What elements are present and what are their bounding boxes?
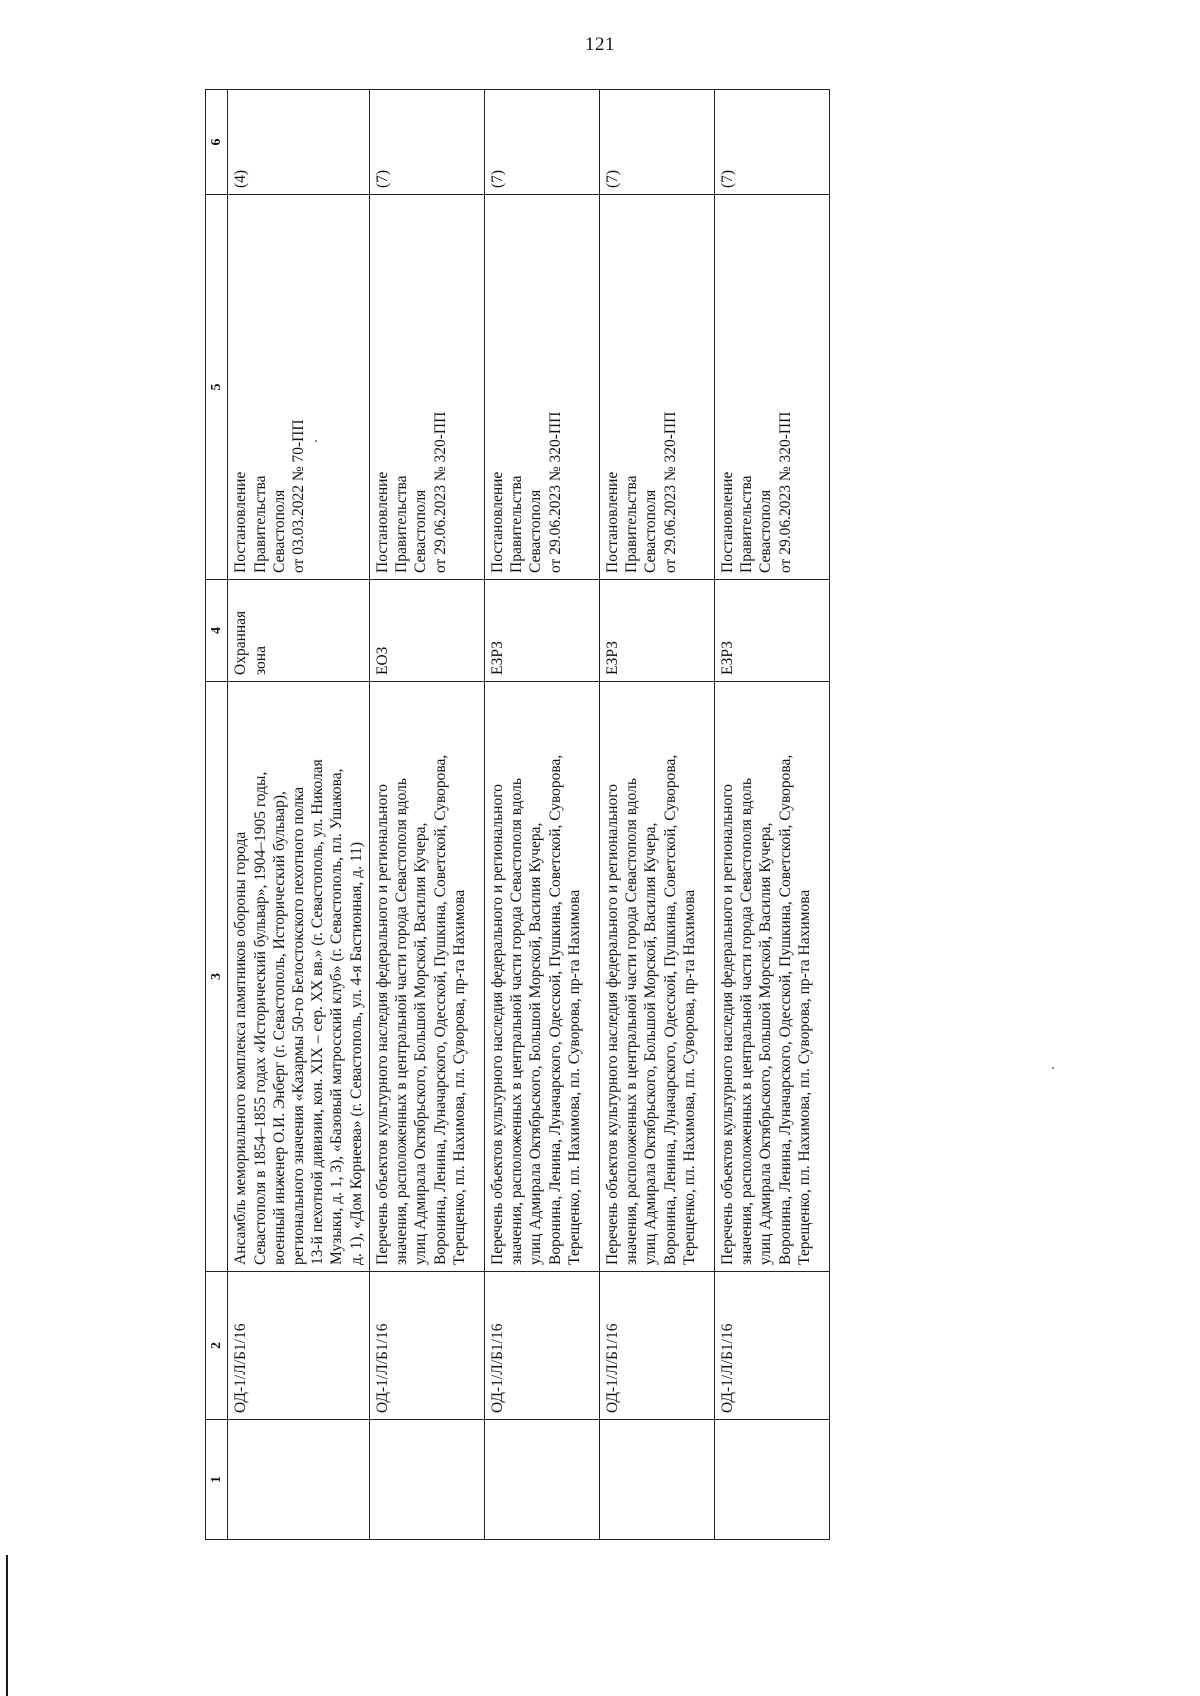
object-description-cell-line: Перечень объектов культурного наследия федерального и регионального	[373, 784, 391, 1265]
object-description-cell-line: значения, расположенных в центральной части города Севастополя вдоль	[738, 778, 756, 1265]
object-description-cell-line: Перечень объектов культурного наследия федерального и регионального	[488, 784, 506, 1265]
object-description-cell-line: улиц Адмирала Октябрьского, Большой Морской, Василия Кучера,	[527, 822, 545, 1265]
object-description-cell	[228, 682, 370, 1272]
object-description-cell-line: военный инженер О.И. Энберг (г. Севастополь, Исторический бульвар),	[270, 791, 288, 1265]
zone-type-cell	[714, 580, 829, 682]
zone-type-cell	[228, 580, 370, 682]
object-description-cell-line: Ансамбль мемориального комплекса памятников обороны города	[232, 831, 250, 1265]
zone-code-cell: ОД-1/Л/Б1/16	[369, 1272, 484, 1420]
object-description-cell-line: 13-й пехотной дивизии, кон. XIX – сер. XX вв.» (г. Севастополь, ул. Николая	[309, 759, 327, 1265]
object-description-cell	[599, 682, 714, 1272]
object-description-cell-line: Терещенко, пл. Нахимова, пл. Суворова, пр-та Нахимова	[795, 889, 813, 1265]
row-number-cell	[599, 1420, 714, 1540]
row-number-cell	[369, 1420, 484, 1540]
legal-document-cell-line: Севастополя	[757, 489, 775, 573]
object-description-cell-line: Музыки, д. 1, 3), «Базовый матросский клуб» (г. Севастополь, пл. Ушакова,	[328, 768, 346, 1265]
object-description-cell-line: Воронина, Ленина, Луначарского, Одесской, Пушкина, Советской, Суворова,	[431, 754, 449, 1265]
object-description-cell-line: Перечень объектов культурного наследия федерального и регионального	[718, 784, 736, 1265]
column-header: 5	[206, 195, 228, 580]
legal-document-cell	[714, 195, 829, 580]
note-cell: (7)	[599, 90, 714, 195]
zone-type-cell	[369, 580, 484, 682]
legal-document-cell	[228, 195, 370, 580]
legal-document-cell-line: Севастополя	[270, 489, 288, 573]
legal-document-cell-line: Севастополя	[412, 489, 430, 573]
legal-document-cell	[484, 195, 599, 580]
table-row	[228, 90, 370, 1540]
scan-speck	[315, 440, 317, 442]
object-description-cell-line: Терещенко, пл. Нахимова, пл. Суворова, пр-та Нахимова	[680, 889, 698, 1265]
legal-document-cell-line: Правительства	[508, 475, 526, 573]
table-row	[369, 90, 484, 1540]
table-row	[484, 90, 599, 1540]
object-description-cell-line: значения, расположенных в центральной части города Севастополя вдоль	[623, 778, 641, 1265]
legal-document-cell	[599, 195, 714, 580]
legal-document-cell-line: от 29.06.2023 № 320-ПП	[661, 411, 679, 573]
rotated-table-container	[205, 90, 813, 1540]
column-header: 2	[206, 1272, 228, 1420]
zone-type-cell-line: ЕЗРЗ	[603, 641, 621, 675]
note-cell: (4)	[228, 90, 370, 195]
note-cell: (7)	[714, 90, 829, 195]
object-description-cell-line: Воронина, Ленина, Луначарского, Одесской, Пушкина, Советской, Суворова,	[776, 754, 794, 1265]
object-description-cell-line: улиц Адмирала Октябрьского, Большой Морской, Василия Кучера,	[412, 822, 430, 1265]
page-number: 121	[585, 34, 615, 55]
object-description-cell-line: значения, расположенных в центральной части города Севастополя вдоль	[508, 778, 526, 1265]
zone-code-cell: ОД-1/Л/Б1/16	[599, 1272, 714, 1420]
object-description-cell-line: значения, расположенных в центральной части города Севастополя вдоль	[393, 778, 411, 1265]
zone-code-cell: ОД-1/Л/Б1/16	[714, 1272, 829, 1420]
object-description-cell	[714, 682, 829, 1272]
table-row	[714, 90, 829, 1540]
scan-speck	[1052, 1067, 1054, 1069]
legal-document-cell-line: Правительства	[738, 475, 756, 573]
legal-document-cell-line: Севастополя	[642, 489, 660, 573]
row-number-cell	[714, 1420, 829, 1540]
zone-type-cell	[484, 580, 599, 682]
zone-type-cell-line: зона	[251, 646, 269, 675]
scan-edge-line	[6, 1555, 8, 1696]
zone-code-cell: ОД-1/Л/Б1/16	[484, 1272, 599, 1420]
legal-document-cell-line: Правительства	[393, 475, 411, 573]
legal-document-cell-line: Постановление	[232, 471, 250, 573]
zone-type-cell-line: ЕЗРЗ	[488, 641, 506, 675]
legal-document-cell-line: от 29.06.2023 № 320-ПП	[546, 411, 564, 573]
object-description-cell-line: Воронина, Ленина, Луначарского, Одесской, Пушкина, Советской, Суворова,	[661, 754, 679, 1265]
column-header: 3	[206, 682, 228, 1272]
object-description-cell-line: Терещенко, пл. Нахимова, пл. Суворова, пр-та Нахимова	[565, 889, 583, 1265]
row-number-cell	[228, 1420, 370, 1540]
legal-document-cell	[369, 195, 484, 580]
legal-document-cell-line: Правительства	[251, 475, 269, 573]
note-cell: (7)	[369, 90, 484, 195]
object-description-cell-line: Воронина, Ленина, Луначарского, Одесской, Пушкина, Советской, Суворова,	[546, 754, 564, 1265]
rotated-table	[205, 90, 813, 1540]
object-description-cell-line: улиц Адмирала Октябрьского, Большой Морской, Василия Кучера,	[642, 822, 660, 1265]
table-body	[228, 90, 830, 1540]
zone-type-cell-line: Охранная	[232, 610, 250, 675]
zone-code-cell: ОД-1/Л/Б1/16	[228, 1272, 370, 1420]
column-header: 6	[206, 90, 228, 195]
object-description-cell-line: Терещенко, пл. Нахимова, пл. Суворова, пр-та Нахимова	[450, 889, 468, 1265]
column-header: 1	[206, 1420, 228, 1540]
row-number-cell	[484, 1420, 599, 1540]
object-description-cell-line: Севастополя в 1854–1855 годах «Исторический бульвар», 1904–1905 годы,	[251, 771, 269, 1265]
legal-document-cell-line: Постановление	[718, 471, 736, 573]
zone-type-cell-line: ЕОЗ	[373, 646, 391, 675]
object-description-cell-line: Перечень объектов культурного наследия федерального и регионального	[603, 784, 621, 1265]
heritage-zones-table	[205, 89, 830, 1540]
zone-type-cell	[599, 580, 714, 682]
legal-document-cell-line: Постановление	[603, 471, 621, 573]
zone-type-cell-line: ЕЗРЗ	[718, 641, 736, 675]
object-description-cell-line: улиц Адмирала Октябрьского, Большой Морской, Василия Кучера,	[757, 822, 775, 1265]
column-header: 4	[206, 580, 228, 682]
legal-document-cell-line: от 29.06.2023 № 320-ПП	[776, 411, 794, 573]
object-description-cell-line: регионального значения «Казармы 50-го Белостокского пехотного полка	[290, 786, 308, 1265]
table-header-row	[206, 90, 228, 1540]
object-description-cell-line: д. 1), «Дом Корнеева» (г. Севастополь, ул. 4-я Бастионная, д. 11)	[347, 841, 365, 1265]
legal-document-cell-line: от 29.06.2023 № 320-ПП	[431, 411, 449, 573]
object-description-cell	[484, 682, 599, 1272]
legal-document-cell-line: Постановление	[373, 471, 391, 573]
legal-document-cell-line: от 03.03.2022 № 70-ПП	[290, 419, 308, 573]
legal-document-cell-line: Правительства	[623, 475, 641, 573]
table-row	[599, 90, 714, 1540]
note-cell: (7)	[484, 90, 599, 195]
legal-document-cell-line: Постановление	[488, 471, 506, 573]
legal-document-cell-line: Севастополя	[527, 489, 545, 573]
object-description-cell	[369, 682, 484, 1272]
